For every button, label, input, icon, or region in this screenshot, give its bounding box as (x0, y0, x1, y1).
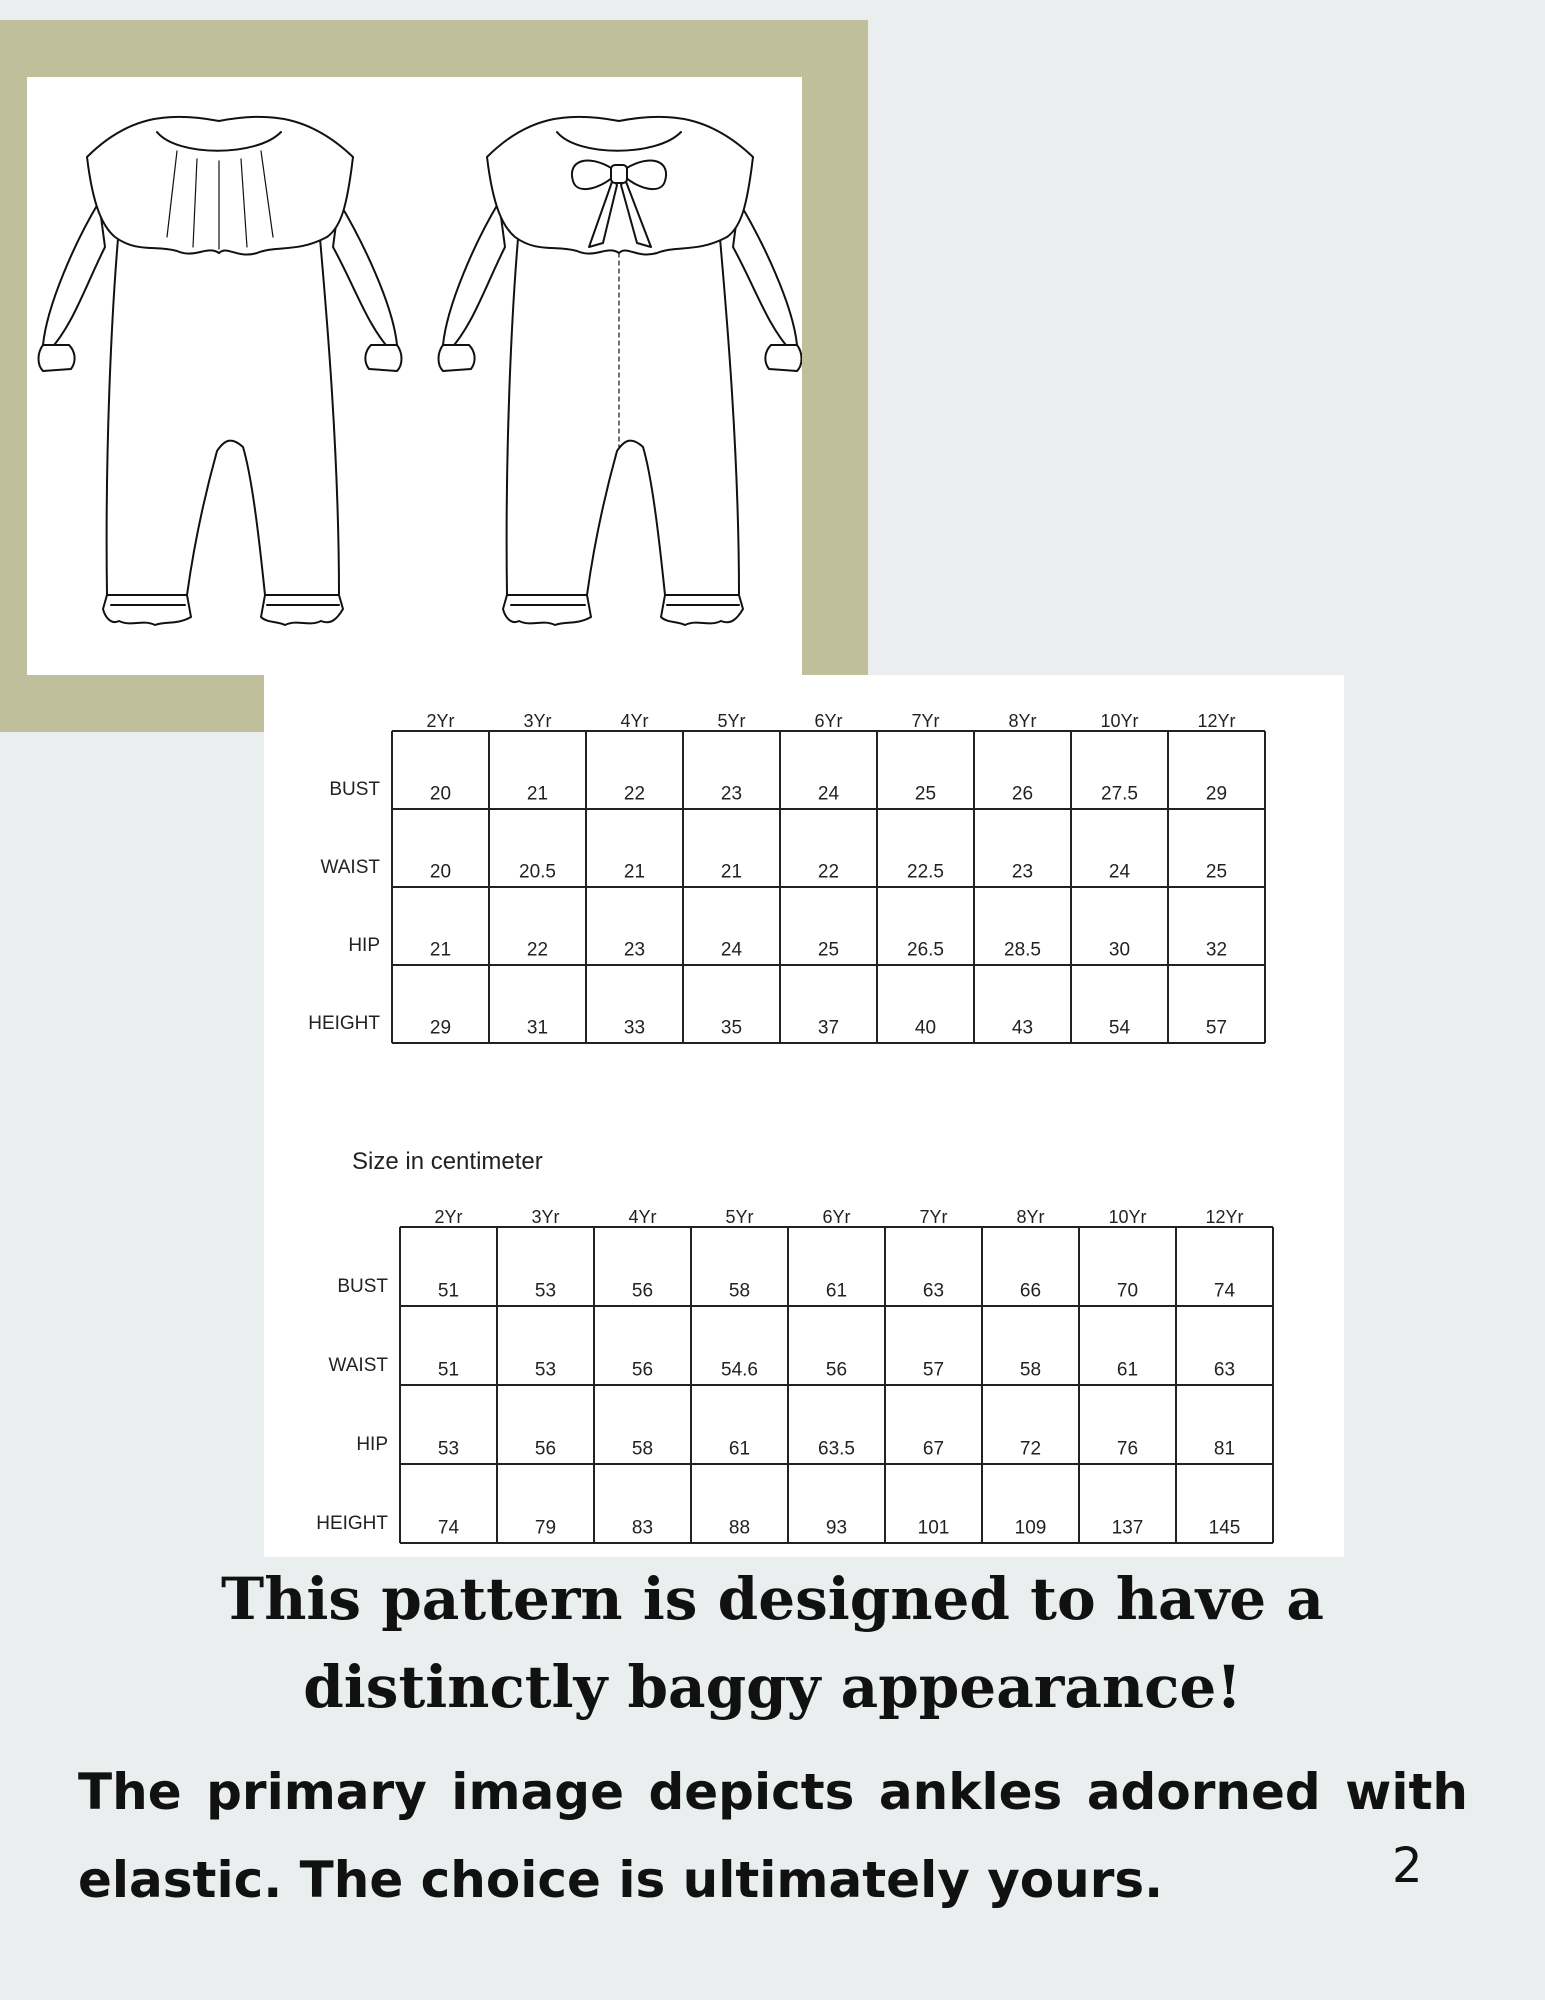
romper-front-view (39, 117, 402, 625)
measurement-cell: 24 (720, 939, 743, 961)
measurement-cell: 53 (437, 1438, 460, 1460)
measurement-cell: 67 (922, 1438, 945, 1460)
measurement-cell: 56 (631, 1280, 654, 1302)
body-text: The primary image depicts ankles adorned with elastic. The choice is ultimately yours. (78, 1763, 1468, 1909)
measurement-cell: 61 (825, 1280, 848, 1302)
size-column-header: 12Yr (1205, 1207, 1244, 1227)
measurement-row-label: BUST (329, 778, 380, 800)
measurement-cell: 22 (526, 939, 549, 961)
size-column-header: 4Yr (628, 1207, 657, 1227)
measurement-cell: 93 (825, 1517, 848, 1539)
measurement-cell: 83 (631, 1517, 654, 1539)
measurement-cell: 25 (914, 783, 937, 805)
size-chart-svg (264, 675, 1344, 1557)
measurement-row-label: WAIST (320, 856, 380, 878)
size-column-header: 8Yr (1008, 711, 1037, 731)
size-chart-cm-caption: Size in centimeter (352, 1148, 543, 1175)
measurement-cell: 37 (817, 1017, 840, 1039)
measurement-cell: 51 (437, 1280, 460, 1302)
size-column-header: 8Yr (1016, 1207, 1045, 1227)
measurement-cell: 25 (1205, 861, 1228, 883)
measurement-cell: 61 (1116, 1359, 1139, 1381)
measurement-cell: 72 (1019, 1438, 1042, 1460)
size-column-header: 7Yr (911, 711, 940, 731)
measurement-cell: 56 (631, 1359, 654, 1381)
measurement-cell: 21 (429, 939, 452, 961)
measurement-cell: 74 (1213, 1280, 1236, 1302)
measurement-cell: 109 (1014, 1517, 1047, 1539)
measurement-cell: 26 (1011, 783, 1034, 805)
measurement-cell: 63.5 (818, 1438, 855, 1460)
size-chart-card (264, 675, 1344, 1557)
measurement-cell: 23 (623, 939, 646, 961)
measurement-row-label: HIP (356, 1433, 388, 1455)
measurement-cell: 58 (728, 1280, 751, 1302)
measurement-cell: 21 (623, 861, 646, 883)
measurement-cell: 20.5 (519, 861, 556, 883)
size-column-header: 10Yr (1100, 711, 1139, 731)
measurement-row-label: BUST (337, 1275, 388, 1297)
measurement-cell: 25 (817, 939, 840, 961)
size-column-header: 5Yr (725, 1207, 754, 1227)
size-column-header: 3Yr (523, 711, 552, 731)
measurement-cell: 31 (526, 1017, 549, 1039)
measurement-cell: 20 (429, 783, 452, 805)
measurement-cell: 58 (1019, 1359, 1042, 1381)
measurement-cell: 101 (917, 1517, 950, 1539)
measurement-cell: 137 (1111, 1517, 1144, 1539)
garment-illustration-card (27, 77, 802, 675)
measurement-cell: 57 (1205, 1017, 1228, 1039)
measurement-cell: 23 (1011, 861, 1034, 883)
measurement-cell: 28.5 (1004, 939, 1041, 961)
measurement-cell: 22 (817, 861, 840, 883)
measurement-cell: 21 (720, 861, 743, 883)
measurement-cell: 70 (1116, 1280, 1139, 1302)
measurement-cell: 57 (922, 1359, 945, 1381)
size-column-header: 5Yr (717, 711, 746, 731)
measurement-cell: 51 (437, 1359, 460, 1381)
measurement-cell: 29 (429, 1017, 452, 1039)
measurement-cell: 66 (1019, 1280, 1042, 1302)
measurement-cell: 22.5 (907, 861, 944, 883)
measurement-cell: 33 (623, 1017, 646, 1039)
measurement-cell: 63 (1213, 1359, 1236, 1381)
measurement-cell: 23 (720, 783, 743, 805)
measurement-cell: 26.5 (907, 939, 944, 961)
page-number: 2 (1392, 1838, 1423, 1894)
measurement-cell: 54.6 (721, 1359, 758, 1381)
measurement-cell: 22 (623, 783, 646, 805)
size-column-header: 2Yr (434, 1207, 463, 1227)
romper-back-view (439, 117, 802, 625)
measurement-cell: 58 (631, 1438, 654, 1460)
size-column-header: 10Yr (1108, 1207, 1147, 1227)
size-column-header: 4Yr (620, 711, 649, 731)
measurement-cell: 24 (817, 783, 840, 805)
measurement-cell: 63 (922, 1280, 945, 1302)
size-column-header: 3Yr (531, 1207, 560, 1227)
measurement-cell: 56 (825, 1359, 848, 1381)
measurement-cell: 29 (1205, 783, 1228, 805)
size-table-centimeters (316, 1207, 1273, 1543)
measurement-cell: 43 (1011, 1017, 1034, 1039)
measurement-cell: 40 (914, 1017, 937, 1039)
romper-illustration (27, 77, 802, 675)
measurement-row-label: HIP (348, 934, 380, 956)
measurement-row-label: HEIGHT (308, 1012, 380, 1034)
size-column-header: 6Yr (814, 711, 843, 731)
measurement-cell: 24 (1108, 861, 1131, 883)
size-column-header: 2Yr (426, 711, 455, 731)
measurement-cell: 76 (1116, 1438, 1139, 1460)
measurement-cell: 32 (1205, 939, 1228, 961)
size-column-header: 12Yr (1197, 711, 1236, 731)
measurement-cell: 27.5 (1101, 783, 1138, 805)
measurement-cell: 35 (720, 1017, 743, 1039)
measurement-cell: 81 (1213, 1438, 1236, 1460)
measurement-cell: 145 (1208, 1517, 1241, 1539)
measurement-cell: 79 (534, 1517, 557, 1539)
measurement-row-label: WAIST (328, 1354, 388, 1376)
measurement-cell: 53 (534, 1359, 557, 1381)
measurement-cell: 21 (526, 783, 549, 805)
size-column-header: 6Yr (822, 1207, 851, 1227)
measurement-cell: 54 (1108, 1017, 1131, 1039)
measurement-cell: 74 (437, 1517, 460, 1539)
measurement-cell: 61 (728, 1438, 751, 1460)
measurement-row-label: HEIGHT (316, 1512, 388, 1534)
size-column-header: 7Yr (919, 1207, 948, 1227)
page-heading: This pattern is designed to have a distinctly baggy appearance! (221, 1565, 1324, 1721)
measurement-cell: 56 (534, 1438, 557, 1460)
measurement-cell: 30 (1108, 939, 1131, 961)
measurement-cell: 53 (534, 1280, 557, 1302)
measurement-cell: 88 (728, 1517, 751, 1539)
size-table-inches (308, 711, 1265, 1043)
measurement-cell: 20 (429, 861, 452, 883)
